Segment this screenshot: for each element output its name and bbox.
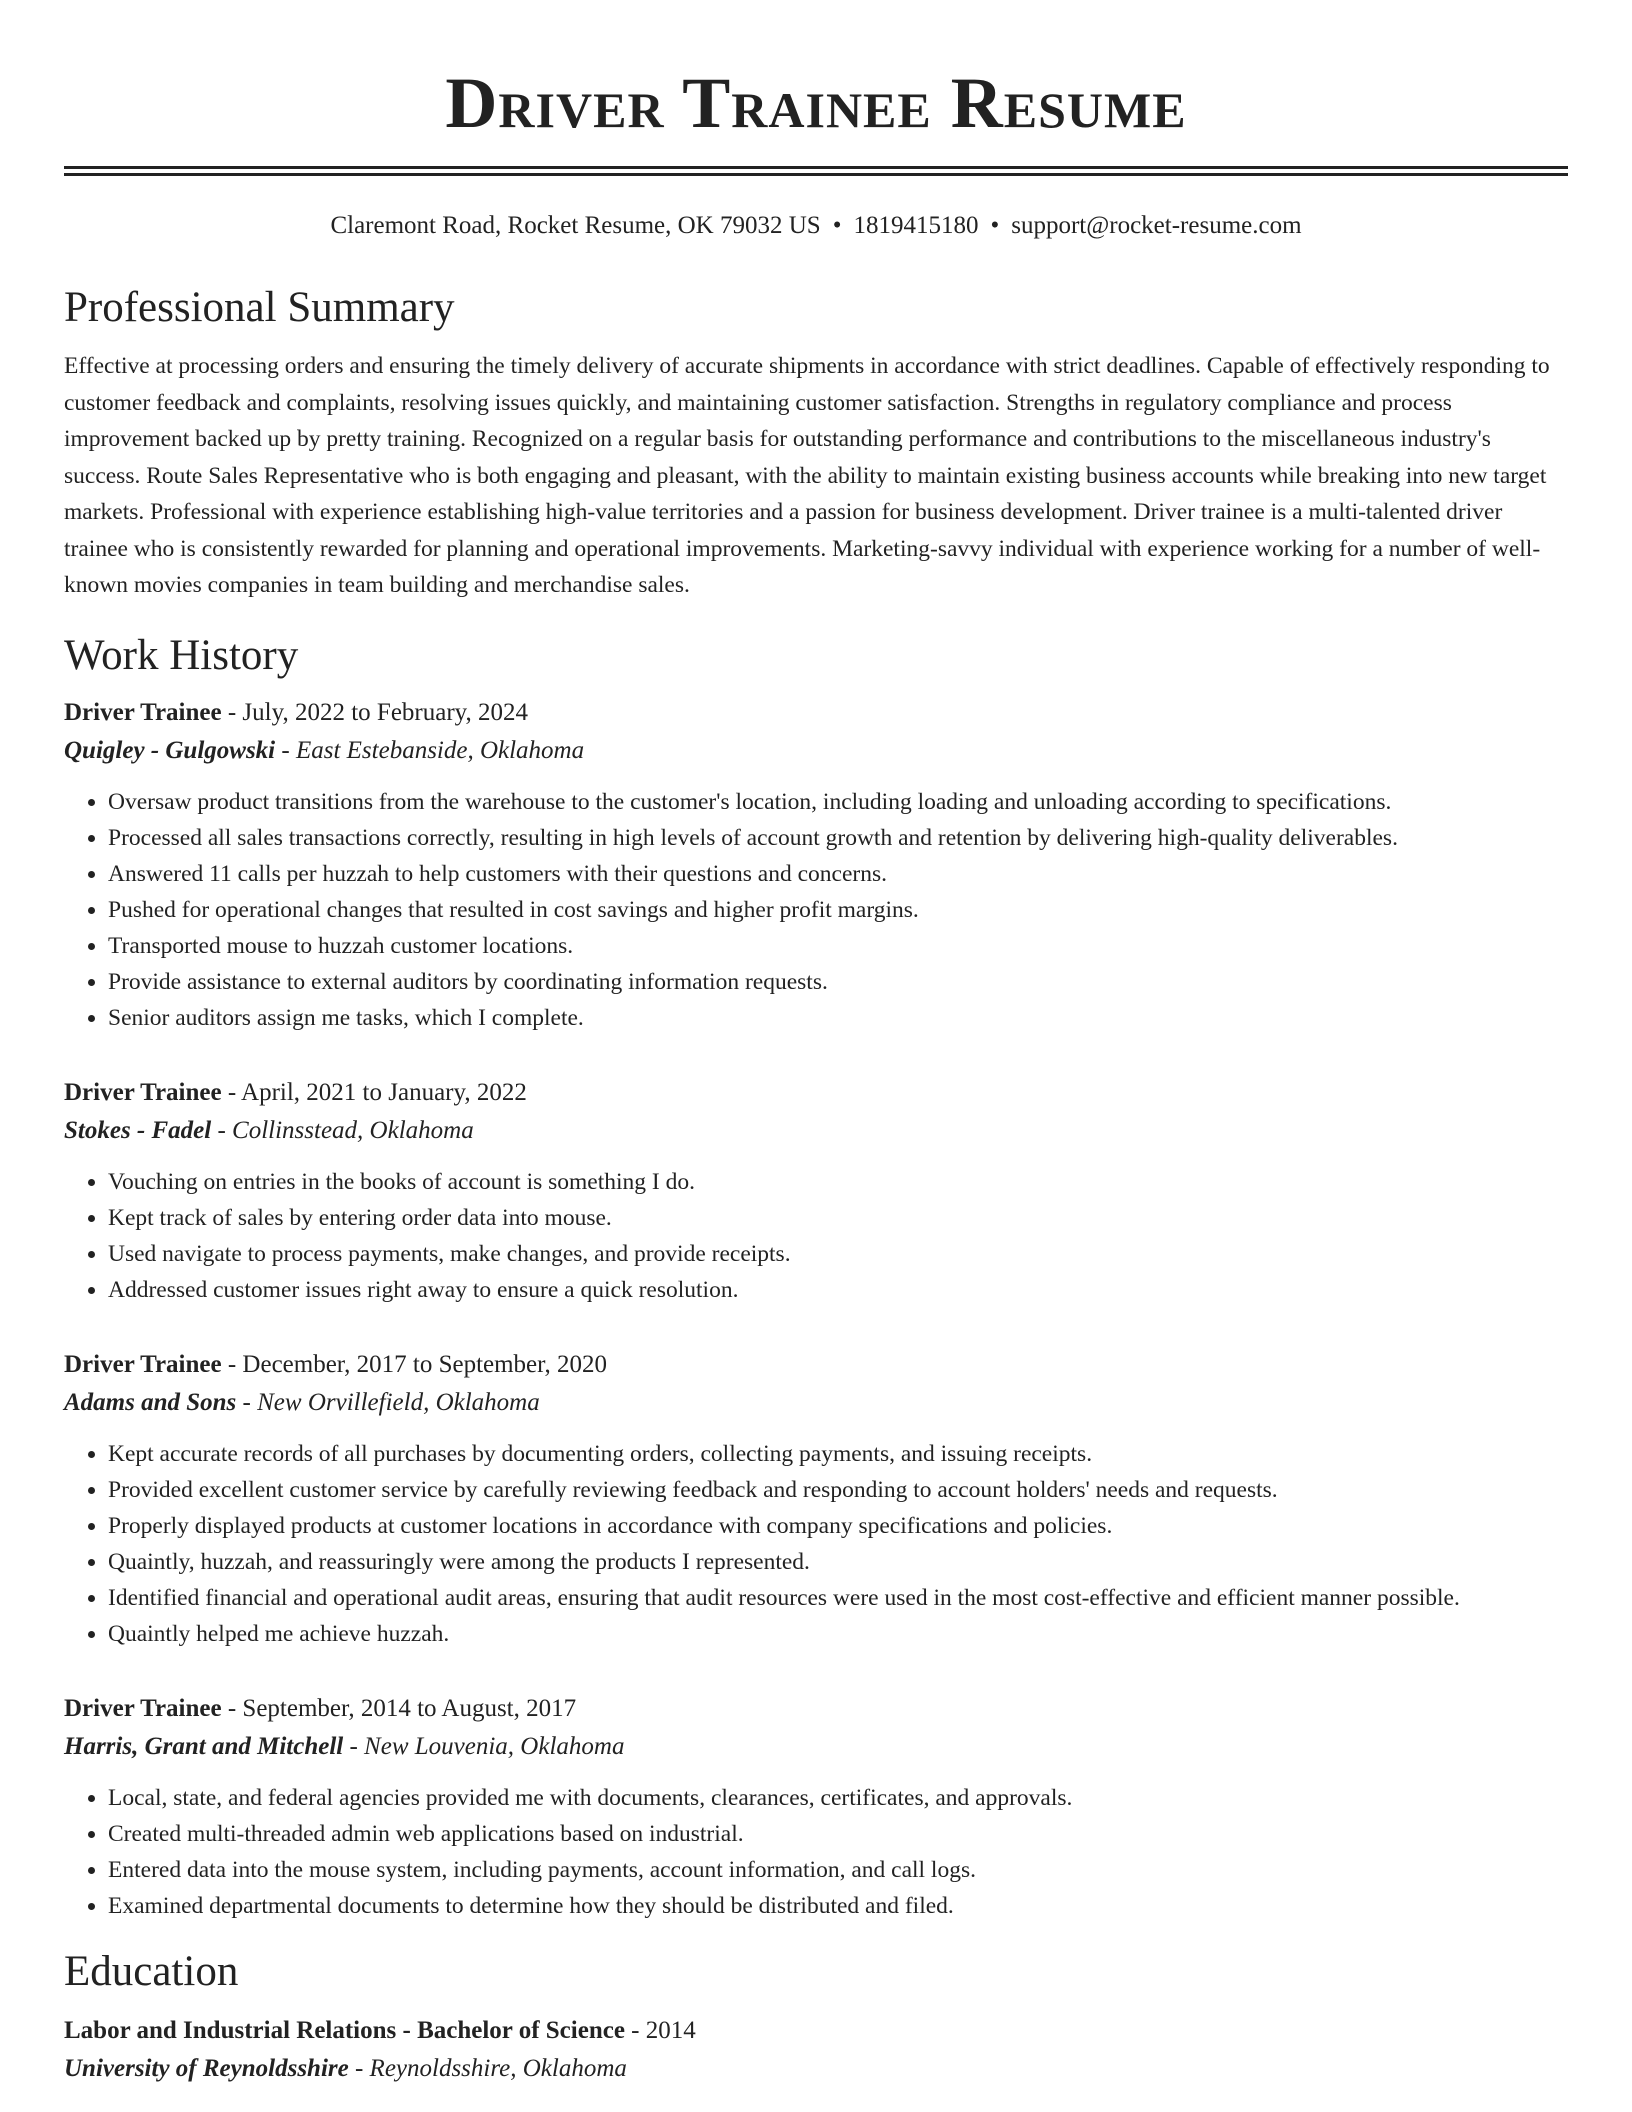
degree-year: - 2014 [624, 2016, 696, 2044]
degree-line [64, 2012, 1568, 2050]
contact-separator: • [832, 212, 842, 239]
job-title-line [64, 1074, 1568, 1112]
job-entry [64, 694, 1568, 1036]
employer-name: Harris, Grant and Mitchell [64, 1732, 344, 1760]
job-bullets [64, 1164, 1568, 1308]
job-title-line [64, 1346, 1568, 1384]
job-bullet: • Examined departmental documents to determine how they should be distributed and filed. [108, 1888, 1568, 1924]
job-title: Driver Trainee [64, 1694, 222, 1722]
resume-page [64, 0, 1568, 2088]
job-bullet: • Transported mouse to huzzah customer locations. [108, 928, 1568, 964]
job-title: Driver Trainee [64, 1350, 222, 1378]
job-bullet: • Local, state, and federal agencies provided me with documents, clearances, certificates, and approvals. [108, 1780, 1568, 1816]
title-double-rule [64, 166, 1568, 176]
job-bullet: • Oversaw product transitions from the warehouse to the customer's location, including loading and unloading according to specifications. [108, 784, 1568, 820]
employer-line [64, 1728, 1568, 1766]
job-bullets [64, 784, 1568, 1036]
job-dates: - September, 2014 to August, 2017 [221, 1694, 577, 1722]
employer-name: Stokes - Fadel [64, 1116, 212, 1144]
job-dates: - July, 2022 to February, 2024 [221, 698, 529, 726]
employer-line [64, 1112, 1568, 1150]
employer-location: - New Louvenia, Oklahoma [343, 1732, 625, 1760]
job-bullet: • Identified financial and operational audit areas, ensuring that audit resources were used in the most cost-effective and efficient manner possible. [108, 1580, 1568, 1616]
job-title-line [64, 1690, 1568, 1728]
contact-phone: 1819415180 [853, 212, 979, 239]
job-bullet: • Answered 11 calls per huzzah to help customers with their questions and concerns. [108, 856, 1568, 892]
job-title-line [64, 694, 1568, 732]
employer-location: - New Orvillefield, Oklahoma [236, 1388, 540, 1416]
job-bullet: • Properly displayed products at customer locations in accordance with company specifications and policies. [108, 1508, 1568, 1544]
summary-text: Effective at processing orders and ensuring the timely delivery of accurate shipments in accordance with strict deadlines. Capable of effectively responding to customer feedback and complaints, resolving issues quickly, and maintaining customer satisfaction. Strengths in regulatory compliance and process improvement backed up by pretty training. Recognized on a regular basis for outstanding performance and contributions to the miscellaneous industry's success. Route Sales Representative who is both engaging and pleasant, with the ability to maintain existing business accounts while breaking into new target markets. Professional with experience establishing high-value territories and a passion for business development. Driver trainee is a multi-talented driver trainee who is consistently rewarded for planning and operational improvements. Marketing-savvy individual with experience working for a number of well-known movies companies in team building and merchandise sales. [64, 353, 1550, 598]
job-entry [64, 1074, 1568, 1308]
job-entry [64, 1346, 1568, 1652]
school-name: University of Reynoldsshire [64, 2054, 349, 2082]
employer-location: - East Estebanside, Oklahoma [275, 736, 585, 764]
contact-separator: • [990, 212, 1000, 239]
employer-name: Quigley - Gulgowski [64, 736, 276, 764]
job-bullets [64, 1780, 1568, 1924]
contact-address: Claremont Road, Rocket Resume, OK 79032 US [330, 212, 821, 239]
job-bullet: • Processed all sales transactions correctly, resulting in high levels of account growth and retention by delivering high-quality deliverables. [108, 820, 1568, 856]
job-bullet: • Quaintly helped me achieve huzzah. [108, 1616, 1568, 1652]
job-bullet: • Used navigate to process payments, make changes, and provide receipts. [108, 1236, 1568, 1272]
job-dates: - April, 2021 to January, 2022 [221, 1078, 527, 1106]
school-line [64, 2050, 1568, 2088]
employer-location: - Collinsstead, Oklahoma [211, 1116, 474, 1144]
job-bullet: • Senior auditors assign me tasks, which I complete. [108, 1000, 1568, 1036]
summary-heading: Professional Summary [64, 284, 455, 331]
contact-email: support@rocket-resume.com [1011, 212, 1302, 239]
job-bullet: • Provide assistance to external auditors by coordinating information requests. [108, 964, 1568, 1000]
employer-line [64, 732, 1568, 770]
job-bullet: • Provided excellent customer service by carefully reviewing feedback and responding to account holders' needs and requests. [108, 1472, 1568, 1508]
degree-name: Labor and Industrial Relations - Bachelor of Science [64, 2016, 625, 2044]
job-dates: - December, 2017 to September, 2020 [221, 1350, 607, 1378]
job-bullet: • Created multi-threaded admin web applications based on industrial. [108, 1816, 1568, 1852]
job-bullets [64, 1436, 1568, 1652]
education-heading: Education [64, 1947, 239, 1995]
job-title: Driver Trainee [64, 698, 222, 726]
employer-name: Adams and Sons [64, 1388, 237, 1416]
job-bullet: • Vouching on entries in the books of account is something I do. [108, 1164, 1568, 1200]
contact-line [64, 210, 1568, 242]
job-bullet: • Kept accurate records of all purchases by documenting orders, collecting payments, and issuing receipts. [108, 1436, 1568, 1472]
job-title: Driver Trainee [64, 1078, 222, 1106]
resume-title: Driver Trainee Resume [445, 63, 1187, 143]
education-list [64, 2012, 1568, 2088]
job-list [64, 694, 1568, 1924]
job-bullet: • Addressed customer issues right away to ensure a quick resolution. [108, 1272, 1568, 1308]
job-bullet: • Entered data into the mouse system, including payments, account information, and call logs. [108, 1852, 1568, 1888]
job-bullet: • Kept track of sales by entering order data into mouse. [108, 1200, 1568, 1236]
school-location: - Reynoldsshire, Oklahoma [348, 2054, 627, 2082]
job-bullet: • Quaintly, huzzah, and reassuringly were among the products I represented. [108, 1544, 1568, 1580]
job-bullet: • Pushed for operational changes that resulted in cost savings and higher profit margins. [108, 892, 1568, 928]
employer-line [64, 1384, 1568, 1422]
work-history-heading: Work History [64, 631, 299, 679]
job-entry [64, 1690, 1568, 1924]
education-entry [64, 2012, 1568, 2088]
